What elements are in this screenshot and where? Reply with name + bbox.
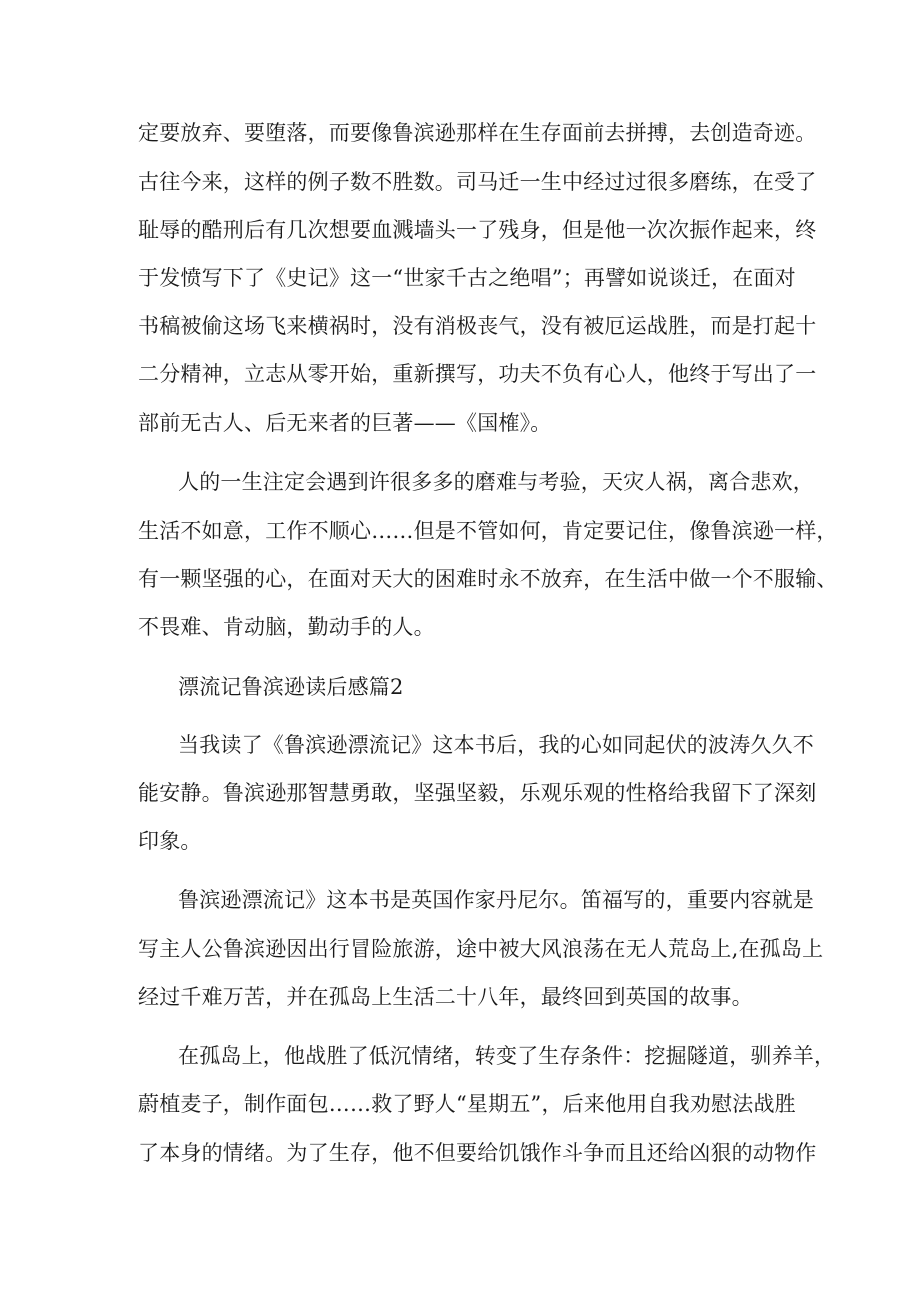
- section-heading: 漂流记鲁滨逊读后感篇2: [178, 675, 404, 699]
- text-line: 书稿被偷这场飞来横祸时，没有消极丧气，没有被厄运战胜，而是打起十: [138, 314, 817, 338]
- paragraph-first-line: 在孤岛上，他战胜了低沉情绪，转变了生存条件：挖掘隧道，驯养羊，: [178, 1044, 836, 1068]
- paragraph-first-line: 鲁滨逊漂流记》这本书是英国作家丹尼尔。笛福写的，重要内容就是: [178, 888, 814, 912]
- text-line: 能安静。鲁滨逊那智慧勇敢，坚强坚毅，乐观乐观的性格给我留下了深刻: [138, 781, 817, 805]
- text-line: 部前无古人、后无来者的巨著——《国榷》。: [138, 411, 552, 435]
- text-line: 有一颗坚强的心，在面对天大的困难时永不放弃，在生活中做一个不服输、: [138, 567, 838, 591]
- text-line: 蔚植麦子，制作面包……救了野人“星期五”，后来他用自我劝慰法战胜: [138, 1092, 796, 1116]
- text-line: 印象。: [138, 829, 202, 853]
- text-line: 二分精神，立志从零开始，重新撰写，功夫不负有心人，他终于写出了一: [138, 362, 817, 386]
- text-line: 定要放弃、要堕落，而要像鲁滨逊那样在生存面前去拼搏，去创造奇迹。: [138, 121, 817, 145]
- text-line: 耻辱的酷刑后有几次想要血溅墙头一了残身，但是他一次次振作起来，终: [138, 218, 817, 242]
- text-line: 写主人公鲁滨逊因出行冒险旅游，途中被大风浪荡在无人荒岛上,在孤岛上: [138, 937, 824, 961]
- text-line: 生活不如意，工作不顺心……但是不管如何，肯定要记住，像鲁滨逊一样，: [138, 519, 838, 543]
- text-line: 于发愤写下了《史记》这一“世家千古之绝唱”；再譬如说谈迁，在面对: [138, 266, 796, 290]
- text-line: 古往今来，这样的例子数不胜数。司马迁一生中经过过很多磨练，在受了: [138, 170, 817, 194]
- text-line: 不畏难、肯动脑，勤动手的人。: [138, 615, 435, 639]
- text-line: 了本身的情绪。为了生存，他不但要给饥饿作斗争而且还给凶狠的动物作: [138, 1141, 817, 1165]
- paragraph-first-line: 人的一生注定会遇到许很多多的磨难与考验，天灾人祸，离合悲欢，: [178, 470, 814, 494]
- paragraph-first-line: 当我读了《鲁滨逊漂流记》这本书后，我的心如同起伏的波涛久久不: [178, 733, 814, 757]
- text-line: 经过千难万苦，并在孤岛上生活二十八年，最终回到英国的故事。: [138, 985, 753, 1009]
